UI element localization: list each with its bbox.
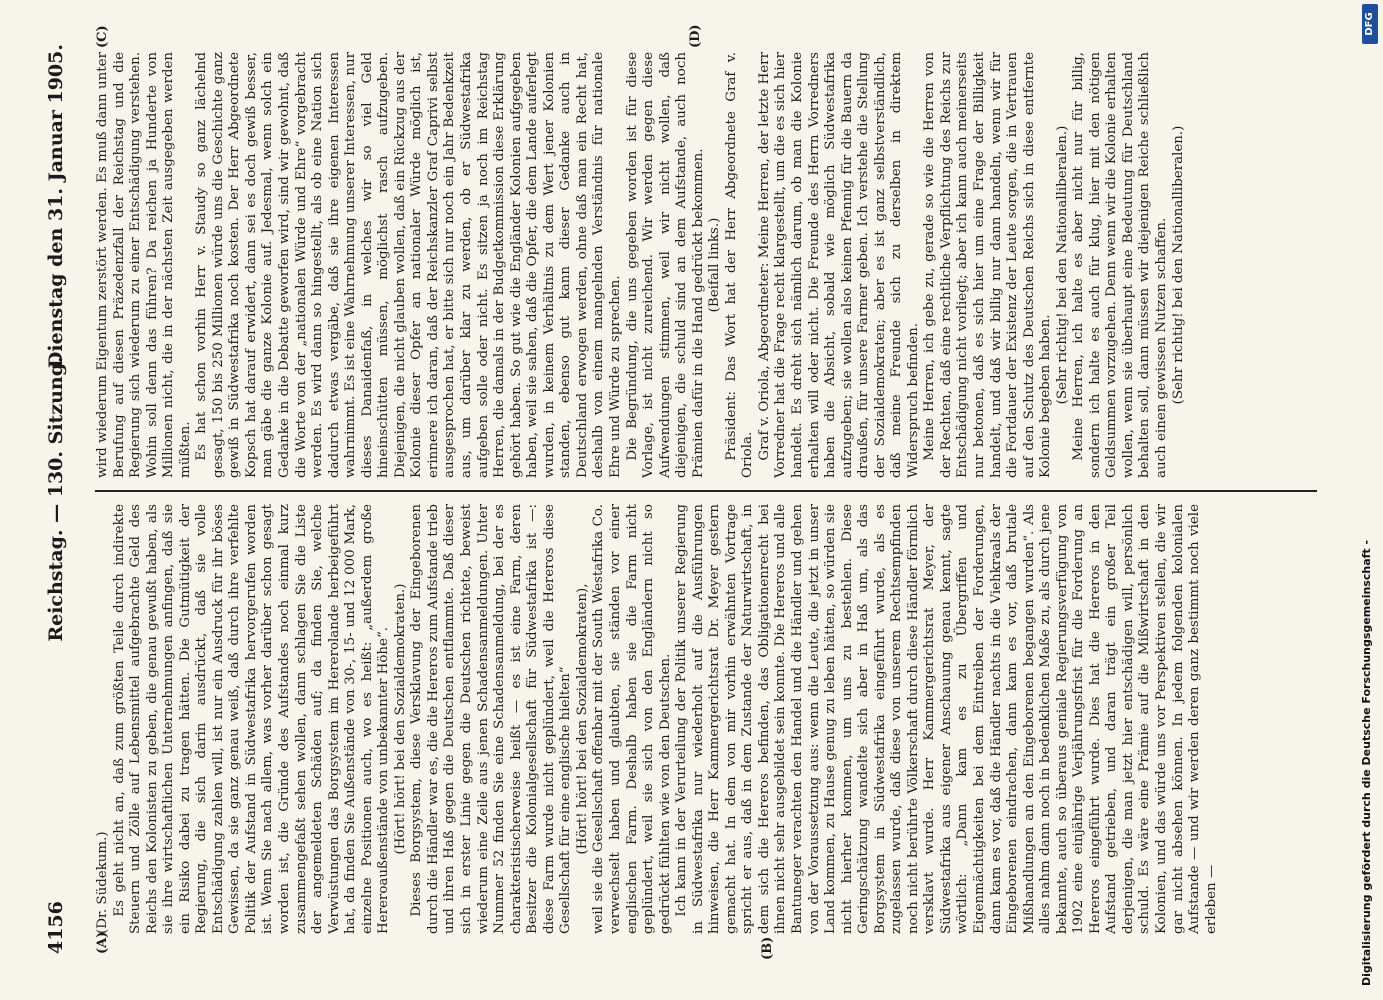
header-session-title: Reichstag. — 130. Sitzung. [45, 356, 67, 642]
interjection: (Beifall links.) [707, 217, 723, 313]
paragraph: Es geht nicht an, daß zum größten Teile durch indirekte Steuern und Zölle auf Lebensmittel aufgebrachte Geld des Reichs den Kolonisten zu geben, die genau gewußt haben, als sie ihre wirtschaftlichen Unternehmungen anfingen, daß sie ein Risiko dabei zu tragen hätten. Die Gutmütigkeit der Regierung, die sich darin ausdrückt, daß sie volle Entschädigung zahlen will, ist nur ein Ausdruck für ihr böses Gewissen, da sie ganz genau weiß, daß durch ihre verfehlte Politik der Aufstand in Südwestafrika hervorgerufen worden ist. Wenn Sie nach allem, was vorher darüber schon gesagt worden ist, die Gründe des Aufstandes noch einmal kurz zusammengefaßt sehen wollen, dann schlagen Sie die Liste der angemeldeten Schäden auf; da finden Sie, welche Verwüstungen das Borgsystem im Hererolande herbeigeführt hat, da finden Sie Außenstände von 30-, 15- und 12 000 Mark, einzelne Positionen auch, wo es heißt: „außerdem große Hereroaußenstände von unbekannter Höhe“. [111, 504, 392, 934]
paragraph: wird wiederum Eigentum zerstört werden. Es muß dann unter Berufung auf diesen Präzedenzfall der Reichstag und die Regierung sich wiederum zu einer Entschädigung verstehen. Wohin soll denn das führen? Da reichen ja Hunderte von Millionen nicht, die in der nächsten Zeit ausgegeben werden müßten. [95, 52, 193, 478]
digitization-note-text: Digitalisierung gefördert durch die Deutsche Forschungsgemeinschaft - [1360, 539, 1373, 986]
paragraph: Dieses Borgsystem, diese Versklavung der Eingeborenen durch die Händler war es, die die Hereros zum Aufstande trieb und ihren Haß gegen die Deutschen entflammte. Daß dieser sich in erster Linie gegen die Deutschen richtete, beweist wiederum eine Zeile aus jenen Schadensanmeldungen. Unter Nummer 52 finden Sie eine Schadensanmeldung, bei der es charakteristischerweise heißt — es ist eine Farm, deren Besitzer die Kolonialgesellschaft für Südwestafrika ist —: diese Farm wurde nicht geplündert, weil die Hereros diese Gesellschaft für eine englische hielten“ [409, 504, 574, 934]
interjection: (Hört! hört! bei den Sozialdemokraten), [574, 583, 590, 855]
margin-marker-b: (B) [760, 936, 775, 960]
margin-marker-d: (D) [688, 24, 703, 48]
right-text-column [95, 52, 1335, 478]
speaker-reference: (Dr. Südekum.) [95, 831, 110, 934]
paragraph: Meine Herren, ich halte es aber nicht nur für billig, sondern ich halte es auch für klug, hier mit den nötigen Geldsummen vorzugehen. Denn wenn wir die Kolonie erhalten wollen, wenn sie überhaupt eine Bedeutung für Deutschland behalten soll, dann müssen wir diejenigen Reiche schließlich auch einen gewissen Nutzen schaffen. [1071, 52, 1169, 478]
interjection: (Hört! hört! bei den Sozialdemokraten.) [392, 583, 408, 855]
margin-marker-c: (C) [95, 25, 110, 48]
paragraph: Es hat schon vorhin Herr v. Staudy so ganz lächelnd gesagt, 150 bis 250 Millionen würde uns die Geschichte ganz gewiß in Südwestafrika noch kosten. Der Herr Abgeordnete Kopsch hat darauf erwidert, dann sei es doch gewiß besser, man gäbe die ganze Kolonie auf. Jedesmal, wenn solch ein Gedanke in die Debatte geworfen wird, sind wir gewohnt, daß die Worte von der „nationalen Würde und Ehre“ vorgebracht werden. Es wird dann so hingestellt, als ob eine Nation sich dadurch etwas vergäbe, daß sie ihre eigenen Interessen wahrnimmt. Es ist eine Wahrnehmung unserer Interessen, nur dieses Danaidenfaß, in welches wir so viel Geld hineinschütten müssen, möglichst rasch aufzugeben. Diejenigen, die nicht glauben wollen, daß ein Rückzug aus der Kolonie dieser Opfer an nationaler Würde möglich ist, erinnere ich daran, daß der Reichskanzler Graf Caprivi selbst ausgesprochen hat, er bitte sich nur noch ein Jahr Bedenkzeit aus, um darüber klar zu werden, ob er Südwestafrika aufgeben solle oder nicht. Es sitzen ja noch im Reichstag Herren, die damals in der Budgetkommission diese Erklärung gehört haben. So gut wie die Engländer Kolonien aufgegeben haben, weil sie sahen, daß die Opfer, die dem Lande auferlegt wurden, in keinem Verhältnis zu dem Wert jener Kolonien standen, ebenso gut kann dieser Gedanke auch in Deutschland erwogen werden, ohne daß man ein Recht hat, deshalb von einem mangelnden Verständnis für nationale Ehre und Würde zu sprechen. [194, 52, 623, 478]
paragraph: weil sie die Gesellschaft offenbar mit der South Westafrika Co. verwechselt haben und glaubten, sie ständen vor einer englischen Farm. Deshalb haben sie die Farm nicht geplündert, weil sie sich von den Engländern nicht so gedrückt fühlten wie von den Deutschen. [591, 504, 673, 934]
dfg-logo [1362, 4, 1378, 44]
president-remark: Präsident: Das Wort hat der Herr Abgeordnete Graf v. Oriola. [723, 52, 756, 478]
paragraph: Meine Herren, ich gebe zu, gerade so wie die Herren von der Rechten, daß eine rechtliche Verpflichtung des Reichs zur Entschädigung nicht vorliegt; aber ich kann auch meinerseits nur betonen, daß es sich hier um eine Frage der Billigkeit handelt, und daß wir billig nur dann handeln, wenn wir für die Fortdauer der Existenz der Leute sorgen, die in Vertrauen auf den Schutz des Deutschen Reichs sich in diese entfernte Kolonie begeben haben. [922, 52, 1054, 478]
paragraph: Graf v. Oriola, Abgeordneter: Meine Herren, der letzte Herr Vorredner hat die Frage recht klargestellt, um die es sich hier handelt. Es dreht sich nämlich darum, ob man die Kolonie erhalten will oder nicht. Die Freunde des Herrn Vorredners haben die Absicht, sobald wie möglich Südwestafrika aufzugeben; sie wollen also keinen Pfennig für die Bauern da draußen, für unsere Farmer geben. Ich verstehe die Stellung der Sozialdemokraten; aber es ist ganz selbstverständlich, daß meine Freunde sich zu derselben in direktem Widerspruch befinden. [756, 52, 921, 478]
dfg-logo-text: DFG [1364, 12, 1375, 36]
interjection: (Sehr richtig! bei den Nationalliberalen.) [1054, 125, 1070, 405]
paragraph: Die Begründung, die uns gegeben worden ist für diese Vorlage, ist nicht zureichend. Wir werden gegen diese Aufwendungen stimmen, weil wir nicht wollen, daß diejenigen, die schuld sind an dem Aufstande, auch noch Prämien dafür in die Hand gedrückt bekommen. [624, 52, 706, 478]
interjection: (Sehr richtig! bei den Nationalliberalen.) [1170, 125, 1186, 405]
left-text-column [95, 504, 1335, 934]
page-number: 4156 [45, 901, 67, 954]
margin-marker-a: (A) [95, 931, 110, 954]
paragraph: Ich kann in der Verurteilung der Politik unserer Regierung in Südwestafrika nur wiederholt auf die Ausführungen hinweisen, die Herr Kammergerichtsrat Dr. Meyer gestern gemacht hat. In dem von mir vorhin erwähnten Vortrage spricht er aus, daß in dem Zustande der Naturwirtschaft, in dem sich die Hereros befinden, das Obligationenrecht bei ihnen nicht sehr ausgebildet sein konnte. Die Hereros und alle Bantuneger verachten den Handel und die Händler und gehen von der Voraussetzung aus: wenn die Leute, die jetzt in unser Land kommen, zu Hause genug zu leben hätten, so würden sie nicht hierher kommen, um uns zu bestehlen. Diese Geringschätzung wandelte sich aber in Haß um, als das Borgsystem in Südwestafrika eingeführt wurde, als es zugelassen wurde, daß diese von unserem Rechtsempfinden noch nicht berührte Völkerschaft durch diese Händler förmlich versklavt wurde. Herr Kammergerichtsrat Meyer, der Südwestafrika aus eigener Anschauung genau kennt, sagte wörtlich: „Dann kam es zu Übergriffen und Eigenmächtigkeiten bei dem Eintreiben der Forderungen, dann kam es vor, daß die Händler nachts in die Viehkraals der Eingeborenen eindrachen, dann kam es vor, daß brutale Mißhandlungen an den Eingeborenen begangen wurden“. Als alles nahm dann noch in bedenklichen Maße zu, als durch jene bekannte, auch so überaus geniale Regierungsverfügung von 1902 eine einjährige Verjährungsfrist für die Forderung an Hereros eingeführt wurde. Dies hat die Hereros in den Aufstand getrieben, und daran trägt ein großer Teil derjenigen, die man jetzt hier entschädigen will, persönlich schuld. Es wäre eine Prämie auf die Mißwirtschaft in den Kolonien, und das würde uns vor Perspektiven stellen, die wir gar nicht absehen können. In jedem folgenden kolonialen Aufstande — und wir werden deren ganz bestimmt noch viele erleben — [674, 504, 1219, 934]
header-date: Dienstag den 31. Januar 1905. [45, 44, 67, 369]
column-divider [95, 490, 1317, 492]
digitization-note [1355, 0, 1379, 1000]
page-header [45, 44, 79, 954]
